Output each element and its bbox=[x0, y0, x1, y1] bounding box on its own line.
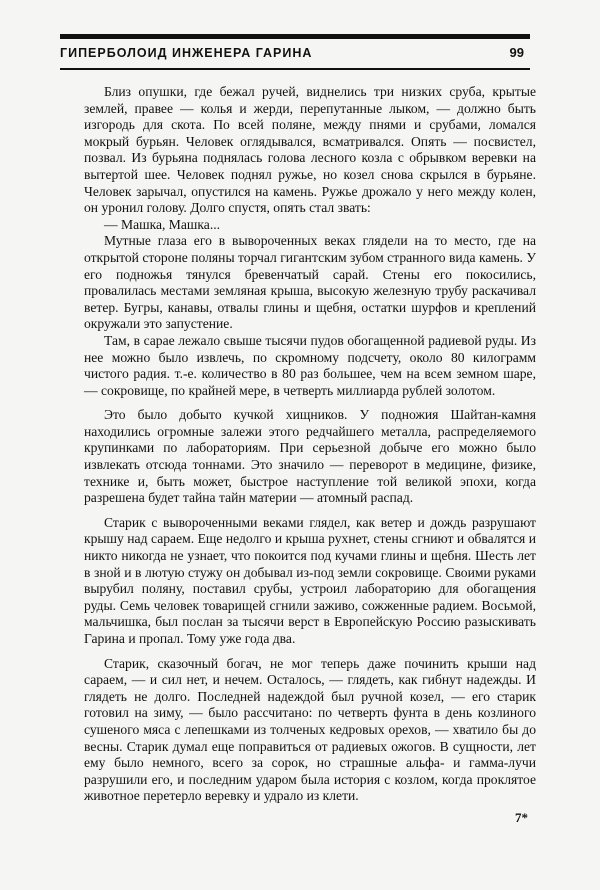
paragraph: Близ опушки, где бежал ручей, виднелись три низких сруба, крытые землей, правее — колья и жерди, перепутанные лыком, — должно быть изгородь для скота. По всей поляне, между пнями и срубами, ломался мокрый бурьян. Человек оглядывался, всматривался. Опять — посвистел, позвал. Из бурьяна поднялась голова лесного козла с обрывком веревки на вытертой шее. Человек поднял ружье, но козел снова скрылся в бурьяне. Человек зарычал, опустился на камень. Ружье дрожало у него между колен, он уронил голову. Долго спустя, опять стал звать: bbox=[84, 84, 536, 216]
running-header bbox=[60, 46, 530, 66]
paragraph: Старик, сказочный богач, не мог теперь даже починить крыши над сараем, — и сил нет, и нечем. Осталось, — глядеть, как гибнут надежды. И глядеть не долго. Последней надеждой был ручной козел, — его старик готовил на зиму, — было рассчитано: по четверть фунта в день козлиного сушеного мяса с лепешками из толченых кедровых орехов, — хватило бы до весны. Старик думал еще поправиться от радиевых ожогов. В сущности, лет ему было немного, всего за сорок, но страшные альфа- и гамма-лучи разрушили его, и последним ударом была история с козлом, когда проклятое животное перетерло веревку и удрало из клети. bbox=[84, 655, 536, 804]
paragraph: Мутные глаза его в вывороченных веках глядели на то место, где на открытой стороне поляны торчал гигантским зубом странного вида камень. У его подножья тянулся бревенчатый сарай. Стены его покосились, провалилась местами земляная крыша, высокую железную трубу раскачивал ветер. Бугры, канавы, отвалы глины и щебня, остатки шурфов и креплений окружали это запустение. bbox=[84, 233, 536, 332]
paragraph: Старик с вывороченными веками глядел, как ветер и дождь разрушают крышу над сараем. Еще недолго и крыша рухнет, стены сгниют и обвалятся и никто никогда не узнает, что покоится под кучами глины и щебня. Шесть лет в зной и в лютую стужу он добывал из-под земли сокровище. Своими руками вырубил поляну, поставил срубы, устроил лабораторию для обогащения руды. Семь человек товарищей сгнили заживо, сожженные радием. Восьмой, мальчишка, был послан за тысячи верст в Европейскую Россию разыскивать Гарина и пропал. Тому уже года два. bbox=[84, 514, 536, 646]
paragraph: — Машка, Машка... bbox=[104, 216, 221, 232]
paragraph: Это было добыто кучкой хищников. У подножия Шайтан-камня находились огромные залежи этого редчайшего металла, распределяемого крупинками по лабораториям. При серьезной добыче его можно было извлекать отсюда тоннами. Это значило — переворот в медицине, физике, технике и, быть может, быстрое наступление той великой эпохи, когда разрешена будет тайна тайн материи — атомный распад. bbox=[84, 407, 536, 506]
paragraph: Там, в сарае лежало свыше тысячи пудов обогащенной радиевой руды. Из нее можно было извлечь, по скромному подсчету, около 80 килограмм чистого радия. т.-е. количество в 80 раз большее, чем на всем земном шаре, — сокровище, по крайней мере, в четверть миллиарда рублей золотом. bbox=[84, 332, 536, 398]
running-title: ГИПЕРБОЛОИД ИНЖЕНЕРА ГАРИНА bbox=[60, 46, 313, 60]
header-top-rule bbox=[60, 34, 530, 39]
page-number: 99 bbox=[509, 45, 524, 60]
header-bottom-rule bbox=[60, 68, 530, 70]
signature-mark: 7* bbox=[515, 810, 528, 825]
body-text bbox=[84, 84, 536, 805]
